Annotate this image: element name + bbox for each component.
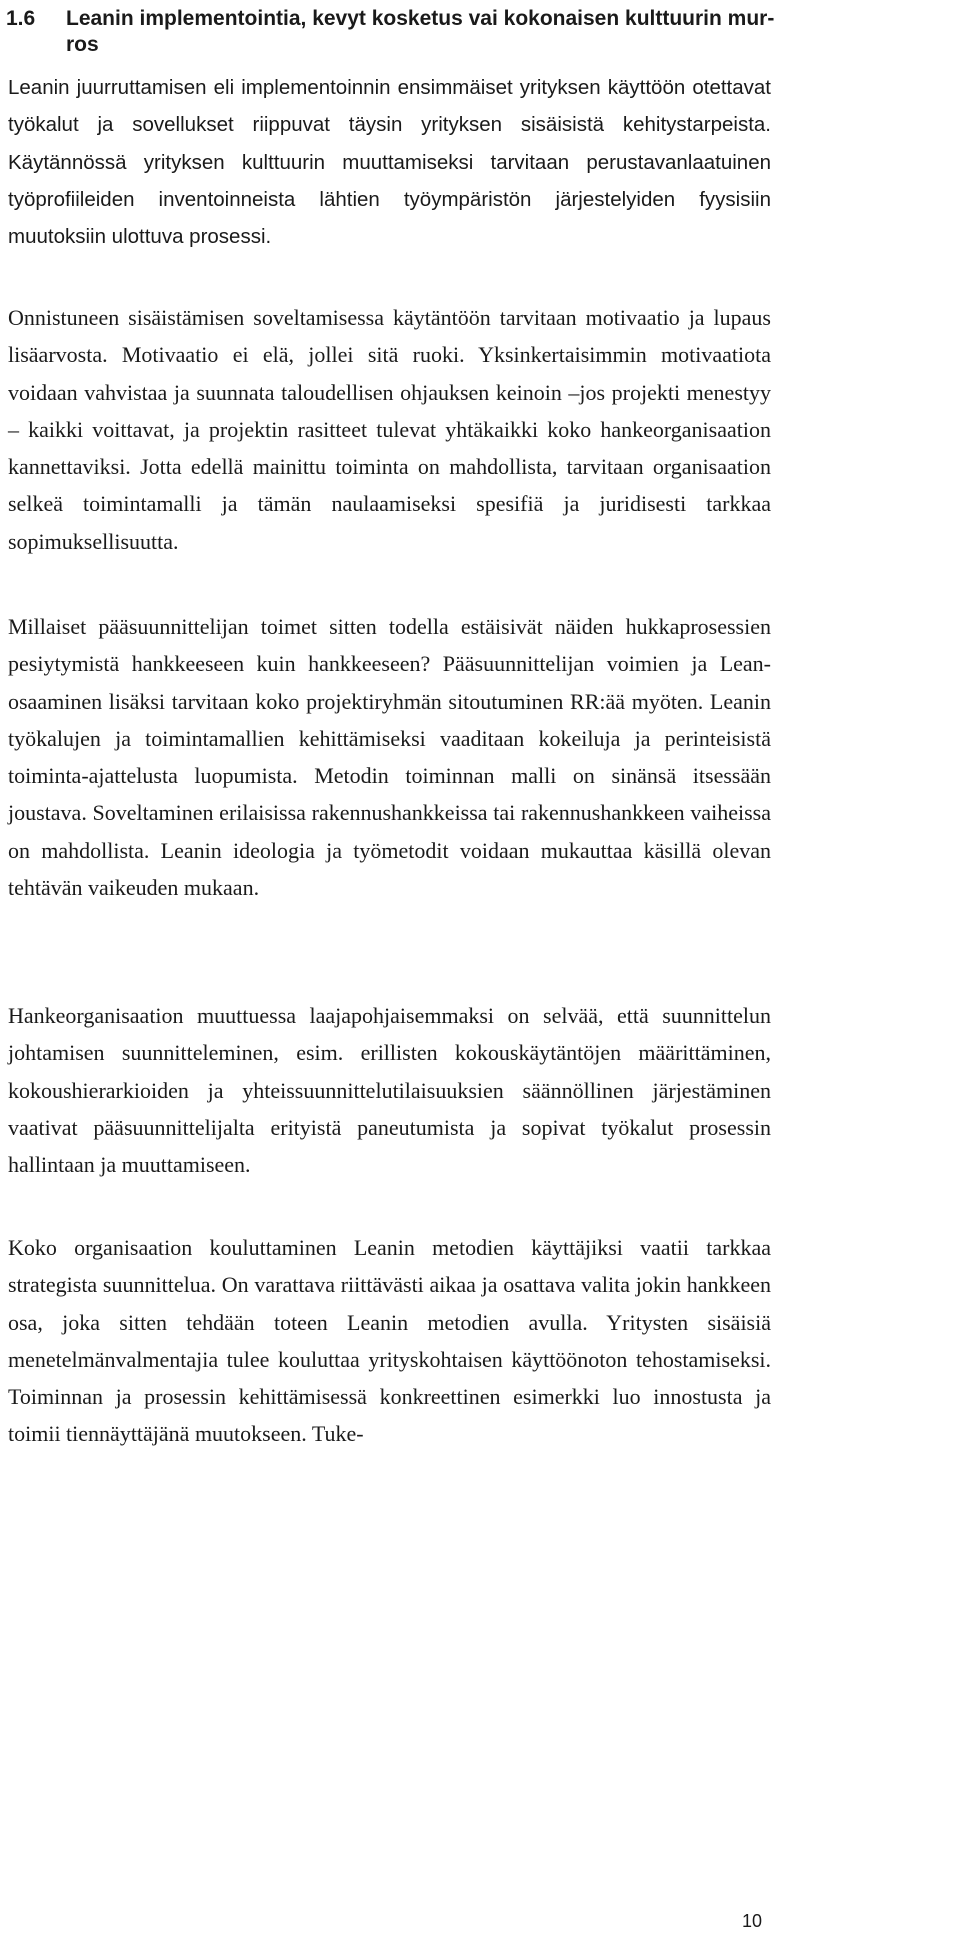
paragraph-4: Hankeorganisaation muuttuessa laajapohjaisemmaksi on selvää, että suunnittelun johtamisen suunnitteleminen, esim. erillisten kokouskäytäntöjen määrittäminen, kokoushierarkioiden ja yhteissuunnittelutilaisuuksien säännöllinen järjestäminen vaativat pääsuunnittelijalta erityistä paneutumista ja sopivat työkalut prosessin hallintaan ja muuttamiseen. bbox=[8, 1003, 771, 1178]
section-heading bbox=[0, 6, 780, 58]
paragraph-5: Koko organisaation kouluttaminen Leanin metodien käyttäjiksi vaatii tarkkaa strategista suunnittelua. On varattava riittävästi aikaa ja osattava valita jokin hankkeen osa, joka sitten tehdään toteen Leanin metodien avulla. Yritysten sisäisiä menetelmänvalmentajia tulee kouluttaa yrityskohtaisen käyttöönoton tehostamiseksi. Toiminnan ja prosessin kehittämisessä konkreettinen esimerkki luo innostusta ja toimii tiennäyttäjänä muutokseen. Tuke- bbox=[8, 1235, 771, 1447]
paragraph-1: Leanin juurruttamisen eli implementoinnin ensimmäiset yrityksen käyttöön otettavat työkalut ja sovellukset riippuvat täysin yrityksen sisäisistä kehitystarpeista. Käytännössä yrityksen kulttuurin muuttamiseksi tarvitaan perustavanlaatuinen työprofiileiden inventoinneista lähtien työympäristön järjestelyiden fyysisiin muutoksiin ulottuva prosessi. bbox=[8, 76, 771, 249]
section-title: Leanin implementointia, kevyt kosketus vai kokonaisen kulttuurin murros bbox=[66, 7, 775, 56]
paragraph-3: Millaiset pääsuunnittelijan toimet sitten todella estäisivät näiden hukkaprosessien pesiytymistä hankkeeseen kuin hankkeeseen? Pääsuunnittelijan voimien ja Lean-osaaminen lisäksi tarvitaan koko projektiryhmän sitoutuminen RR:ää myöten. Leanin työkalujen ja toimintamallien kehittämiseksi vaaditaan kokeiluja ja perinteisistä toiminta-ajattelusta luopumista. Metodin toiminnan malli on sinänsä itsessään joustava. Soveltaminen erilaisissa rakennushankkeissa tai rakennushankkeen vaiheissa on mahdollista. Leanin ideologia ja työmetodit voidaan mukauttaa käsillä olevan tehtävän vaikeuden mukaan. bbox=[8, 614, 771, 901]
page-number: 10 bbox=[741, 1911, 762, 1931]
section-number: 1.6 bbox=[6, 7, 36, 30]
paragraph-2: Onnistuneen sisäistämisen soveltamisessa käytäntöön tarvitaan motivaatio ja lupaus lisäarvosta. Motivaatio ei elä, jollei sitä ruoki. Yksinkertaisimmin motivaatiota voidaan vahvistaa ja suunnata taloudellisen ohjauksen keinoin –jos projekti menestyy – kaikki voittavat, ja projektin rasitteet tulevat yhtäkaikki koko hankeorganisaation kannettaviksi. Jotta edellä mainittu toiminta on mahdollista, tarvitaan organisaation selkeä toimintamalli ja tämän naulaamiseksi spesifiä ja juridisesti tarkkaa sopimuksellisuutta. bbox=[8, 305, 771, 554]
